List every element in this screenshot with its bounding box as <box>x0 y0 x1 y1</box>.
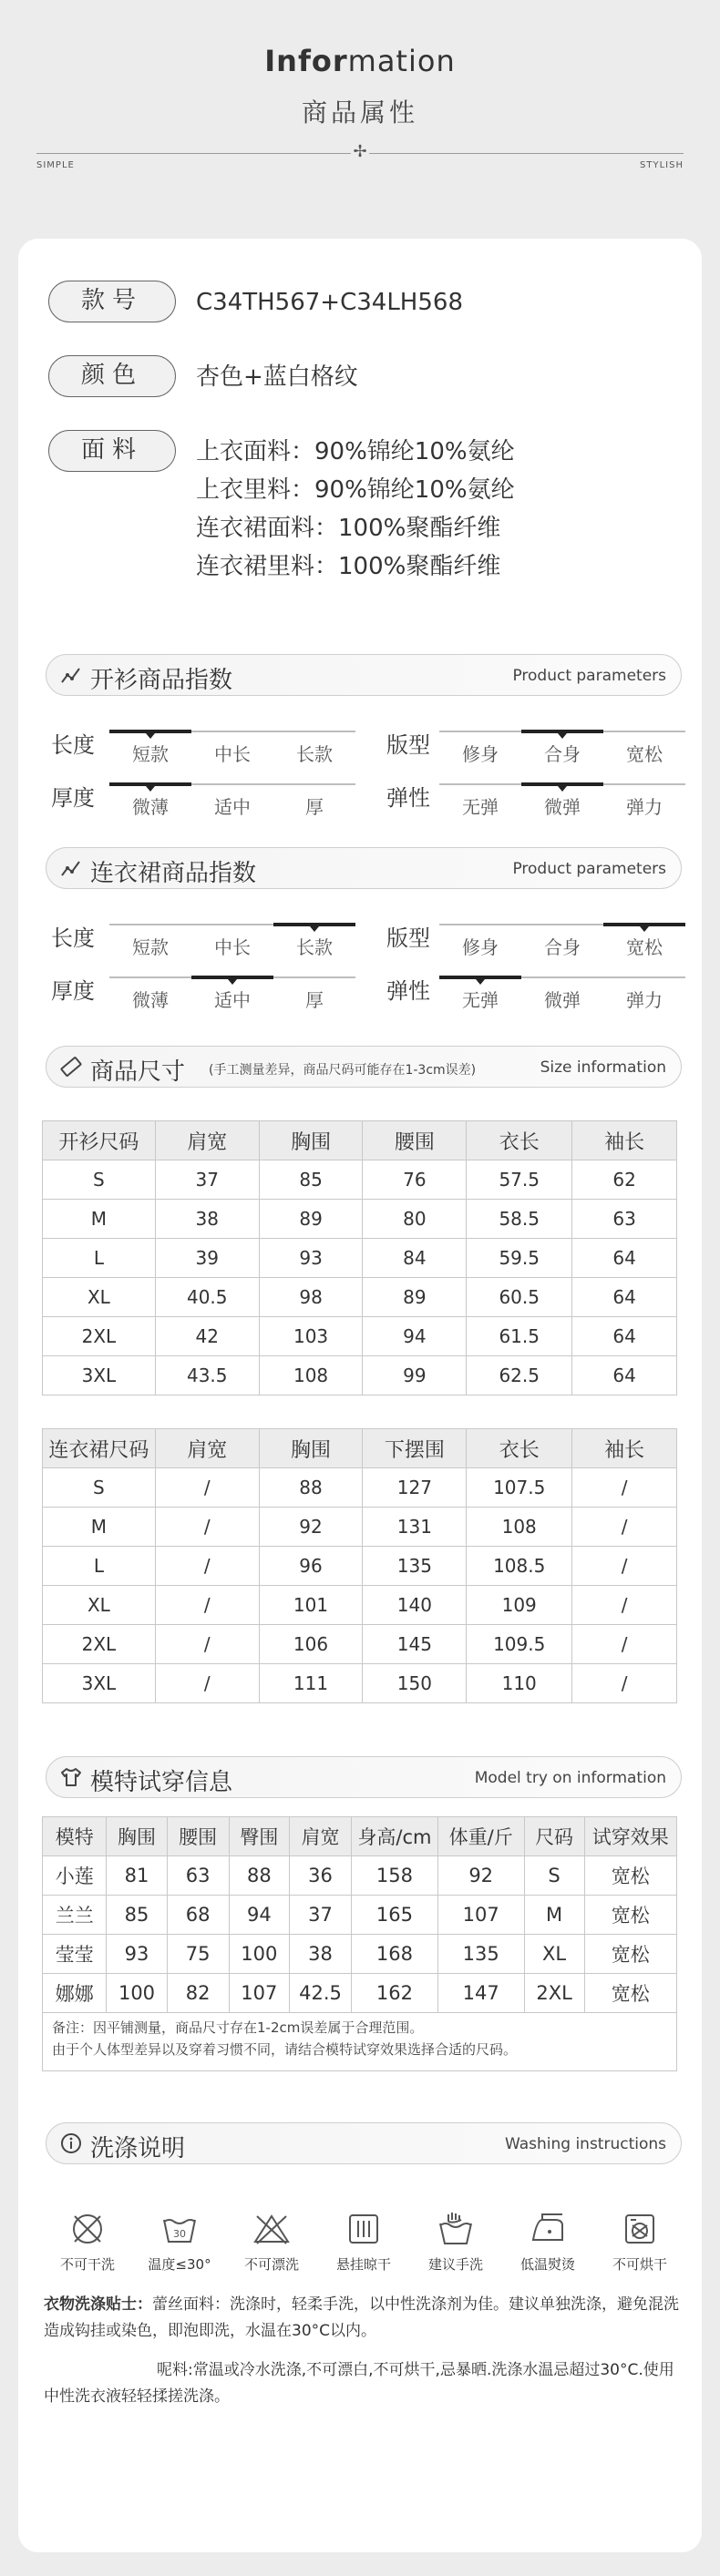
table-cell: 109 <box>467 1586 572 1625</box>
index-label: 长度 <box>51 925 95 951</box>
table-cell: M <box>43 1200 156 1239</box>
cardigan-index-header <box>46 654 682 696</box>
table-row <box>43 1468 677 1508</box>
index-label: 弹性 <box>386 978 430 1004</box>
table-cell: 宽松 <box>584 1856 676 1896</box>
style-number-label: 款号 <box>48 281 176 322</box>
color-label: 颜色 <box>48 355 176 397</box>
table-cell: 150 <box>363 1664 467 1703</box>
section-title: 商品尺寸 <box>90 1058 186 1086</box>
table-cell: 131 <box>363 1508 467 1547</box>
model-table <box>42 1816 677 2013</box>
index-option: 微薄 <box>132 796 169 818</box>
index-option: 微弹 <box>544 989 581 1011</box>
wash-label: 不可漂洗 <box>243 2256 299 2273</box>
table-header-cell: 连衣裙尺码 <box>43 1429 156 1468</box>
index-label: 版型 <box>386 925 430 951</box>
index-option: 修身 <box>462 743 499 765</box>
table-header-cell: 腰围 <box>167 1817 229 1856</box>
table-cell: 85 <box>259 1160 363 1200</box>
table-row <box>43 1896 677 1935</box>
care-title: 衣物洗涤贴士： <box>44 2295 152 2314</box>
table-row <box>43 1935 677 1974</box>
table-cell: 108.5 <box>467 1547 572 1586</box>
wash-item <box>502 2209 593 2274</box>
table-cell: XL <box>524 1935 584 1974</box>
wash-label: 建议手洗 <box>427 2256 483 2273</box>
index-marker <box>310 926 319 932</box>
dress-size-table <box>42 1428 677 1703</box>
table-cell: 60.5 <box>467 1278 572 1317</box>
table-cell: 96 <box>259 1547 363 1586</box>
table-cell: 107 <box>229 1974 289 2013</box>
table-cell: 57.5 <box>467 1160 572 1200</box>
svg-text:30: 30 <box>173 2228 186 2240</box>
table-row <box>43 1508 677 1547</box>
table-cell: / <box>155 1508 259 1547</box>
index-marker <box>558 733 567 739</box>
wash-label: 低温熨烫 <box>519 2256 575 2273</box>
fabric-line: 连衣裙面料：100%聚酯纤维 <box>196 515 501 542</box>
table-header-cell: 肩宽 <box>289 1817 351 1856</box>
table-cell: 103 <box>259 1317 363 1356</box>
index-option: 短款 <box>132 743 169 765</box>
care-line: 蕾丝面料：洗涤时，轻柔手洗，以中性洗涤剂为佳。建议单独洗涤，避免混洗造成钩挂或染色，即泡即洗，水温在30°C以内。 <box>44 2295 679 2340</box>
page-title: Information <box>264 44 456 78</box>
table-cell: 168 <box>352 1935 438 1974</box>
table-cell: 36 <box>289 1856 351 1896</box>
table-cell: 109.5 <box>467 1625 572 1664</box>
header-right-tag: STYLISH <box>640 160 684 170</box>
table-cell: 108 <box>259 1356 363 1395</box>
table-cell: 88 <box>229 1856 289 1896</box>
color-value: 杏色+蓝白格纹 <box>196 363 358 391</box>
table-cell: 58.5 <box>467 1200 572 1239</box>
dress-index-header <box>46 847 682 889</box>
table-cell: 37 <box>155 1160 259 1200</box>
table-cell: 62.5 <box>467 1356 572 1395</box>
page-subtitle: 商品属性 <box>301 97 418 128</box>
index-marker <box>558 786 567 792</box>
table-header-cell: 模特 <box>43 1817 107 1856</box>
low-iron-icon <box>528 2209 568 2249</box>
table-cell: 2XL <box>43 1317 156 1356</box>
wash-item <box>226 2209 317 2274</box>
wash-item <box>42 2209 133 2274</box>
table-cell: 84 <box>363 1239 467 1278</box>
table-header-cell: 体重/斤 <box>437 1817 524 1856</box>
table-cell: 宽松 <box>584 1935 676 1974</box>
table-cell: 68 <box>167 1896 229 1935</box>
table-cell: 64 <box>572 1239 677 1278</box>
table-cell: 89 <box>363 1278 467 1317</box>
no-dryclean-icon <box>67 2209 108 2249</box>
table-cell: / <box>572 1625 677 1664</box>
table-cell: 42 <box>155 1317 259 1356</box>
trend-icon <box>59 856 83 880</box>
table-cell: 135 <box>437 1935 524 1974</box>
table-cell: 92 <box>437 1856 524 1896</box>
table-cell: 宽松 <box>584 1974 676 2013</box>
table-header-cell: 衣长 <box>467 1429 572 1468</box>
table-row <box>43 1278 677 1317</box>
table-cell: 92 <box>259 1508 363 1547</box>
fabric-label: 面料 <box>48 430 176 472</box>
table-cell: 64 <box>572 1356 677 1395</box>
wash-header <box>46 2122 682 2164</box>
table-cell: 莹莹 <box>43 1935 107 1974</box>
table-header-cell: 肩宽 <box>155 1121 259 1160</box>
table-cell: 63 <box>167 1856 229 1896</box>
table-header-cell: 开衫尺码 <box>43 1121 156 1160</box>
wash-item <box>318 2209 409 2274</box>
table-cell: 小莲 <box>43 1856 107 1896</box>
fabric-line: 上衣面料：90%锦纶10%氨纶 <box>196 438 515 465</box>
table-cell: XL <box>43 1278 156 1317</box>
table-row <box>43 1974 677 2013</box>
table-cell: 81 <box>107 1856 167 1896</box>
table-cell: S <box>43 1468 156 1508</box>
index-option: 中长 <box>214 936 251 958</box>
index-label: 长度 <box>51 732 95 758</box>
table-header-cell: 衣长 <box>467 1121 572 1160</box>
header-left-tag: SIMPLE <box>36 160 75 170</box>
table-cell: 3XL <box>43 1356 156 1395</box>
table-cell: 145 <box>363 1625 467 1664</box>
table-cell: 111 <box>259 1664 363 1703</box>
section-en-title: Product parameters <box>512 667 666 685</box>
table-cell: / <box>155 1664 259 1703</box>
table-header-row <box>43 1817 677 1856</box>
table-cell: L <box>43 1547 156 1586</box>
care-tip <box>44 2292 682 2345</box>
model-header <box>46 1756 682 1798</box>
index-marker <box>228 979 237 985</box>
wash-item <box>134 2209 225 2274</box>
table-cell: 85 <box>107 1896 167 1935</box>
index-option: 中长 <box>214 743 251 765</box>
table-row <box>43 1625 677 1664</box>
index-option: 厚 <box>305 796 324 818</box>
index-marker <box>476 979 485 985</box>
table-row <box>43 1547 677 1586</box>
index-option: 微弹 <box>544 796 581 818</box>
table-cell: 42.5 <box>289 1974 351 2013</box>
section-en-title: Product parameters <box>512 860 666 878</box>
table-cell: 82 <box>167 1974 229 2013</box>
crosshair-icon: ✢ <box>351 143 369 161</box>
table-cell: 63 <box>572 1200 677 1239</box>
wash-label: 悬挂晾干 <box>335 2256 391 2273</box>
index-option: 弹力 <box>626 989 663 1011</box>
table-row <box>43 1200 677 1239</box>
hang-dry-icon <box>344 2209 384 2249</box>
table-cell: 127 <box>363 1468 467 1508</box>
table-row <box>43 1160 677 1200</box>
table-cell: 94 <box>229 1896 289 1935</box>
trend-icon <box>59 663 83 687</box>
table-cell: XL <box>43 1586 156 1625</box>
section-title: 洗涤说明 <box>90 2135 186 2162</box>
wash-label: 温度≤30° <box>148 2256 211 2273</box>
index-label: 版型 <box>386 732 430 758</box>
table-header-row <box>43 1121 677 1160</box>
table-cell: 107 <box>437 1896 524 1935</box>
table-cell: / <box>572 1508 677 1547</box>
table-cell: / <box>155 1468 259 1508</box>
table-cell: 88 <box>259 1468 363 1508</box>
index-marker <box>640 926 649 932</box>
index-option: 无弹 <box>462 796 499 818</box>
section-title: 开衫商品指数 <box>90 667 233 694</box>
table-cell: 140 <box>363 1586 467 1625</box>
table-header-cell: 尺码 <box>524 1817 584 1856</box>
content-card <box>18 239 702 2552</box>
table-cell: 158 <box>352 1856 438 1896</box>
index-option: 宽松 <box>626 743 663 765</box>
index-option: 修身 <box>462 936 499 958</box>
index-marker <box>146 786 155 792</box>
section-title: 模特试穿信息 <box>90 1769 233 1796</box>
index-option: 短款 <box>132 936 169 958</box>
table-row <box>43 1317 677 1356</box>
table-cell: 75 <box>167 1935 229 1974</box>
model-note <box>42 2011 677 2071</box>
table-cell: 100 <box>107 1974 167 2013</box>
table-cell: 99 <box>363 1356 467 1395</box>
index-option: 适中 <box>214 796 251 818</box>
table-header-cell: 腰围 <box>363 1121 467 1160</box>
table-cell: 147 <box>437 1974 524 2013</box>
info-icon <box>59 2131 83 2155</box>
table-cell: 兰兰 <box>43 1896 107 1935</box>
table-cell: 98 <box>259 1278 363 1317</box>
section-en-title: Size information <box>540 1058 666 1077</box>
table-header-cell: 肩宽 <box>155 1429 259 1468</box>
table-header-cell: 胸围 <box>259 1429 363 1468</box>
table-row <box>43 1356 677 1395</box>
table-cell: / <box>155 1586 259 1625</box>
table-cell: / <box>572 1547 677 1586</box>
index-label: 弹性 <box>386 785 430 811</box>
table-cell: 110 <box>467 1664 572 1703</box>
table-row <box>43 1664 677 1703</box>
table-cell: 38 <box>289 1935 351 1974</box>
style-number-value: C34TH567+C34LH568 <box>196 289 463 316</box>
index-option: 合身 <box>544 743 581 765</box>
table-cell: 100 <box>229 1935 289 1974</box>
index-option: 厚 <box>305 989 324 1011</box>
table-cell: 宽松 <box>584 1896 676 1935</box>
table-header-cell: 下摆围 <box>363 1429 467 1468</box>
table-cell: S <box>524 1856 584 1896</box>
table-cell: 162 <box>352 1974 438 2013</box>
table-cell: 64 <box>572 1278 677 1317</box>
fabric-line: 上衣里料：90%锦纶10%氨纶 <box>196 476 515 504</box>
cardigan-size-table <box>42 1120 677 1395</box>
table-cell: 64 <box>572 1317 677 1356</box>
table-cell: / <box>155 1547 259 1586</box>
table-header-cell: 袖长 <box>572 1121 677 1160</box>
table-cell: 59.5 <box>467 1239 572 1278</box>
note-line: 备注：因平铺测量，商品尺寸存在1-2cm误差属于合理范围。 <box>52 2019 424 2036</box>
table-cell: 94 <box>363 1317 467 1356</box>
table-cell: 39 <box>155 1239 259 1278</box>
no-bleach-icon <box>252 2209 292 2249</box>
table-header-cell: 胸围 <box>107 1817 167 1856</box>
ruler-icon <box>59 1055 83 1078</box>
section-en-title: Washing instructions <box>504 2135 666 2153</box>
table-header-cell: 试穿效果 <box>584 1817 676 1856</box>
table-cell: / <box>572 1664 677 1703</box>
index-option: 适中 <box>214 989 251 1011</box>
table-cell: 89 <box>259 1200 363 1239</box>
size-header <box>46 1046 682 1088</box>
index-option: 无弹 <box>462 989 499 1011</box>
table-cell: L <box>43 1239 156 1278</box>
table-row <box>43 1586 677 1625</box>
table-cell: 43.5 <box>155 1356 259 1395</box>
index-option: 长款 <box>296 936 333 958</box>
hand-wash-icon <box>436 2209 476 2249</box>
table-header-cell: 胸围 <box>259 1121 363 1160</box>
fabric-line: 连衣裙里料：100%聚酯纤维 <box>196 553 501 580</box>
table-header-cell: 臀围 <box>229 1817 289 1856</box>
table-cell: 3XL <box>43 1664 156 1703</box>
table-cell: 38 <box>155 1200 259 1239</box>
table-cell: M <box>524 1896 584 1935</box>
index-label: 厚度 <box>51 785 95 811</box>
care-tip-2: 呢料:常温或冷水洗涤,不可漂白,不可烘干,忌暴晒.洗涤水温忌超过30°C.使用中性洗衣液轻轻揉搓洗涤。 <box>44 2361 674 2406</box>
table-header-cell: 身高/cm <box>352 1817 438 1856</box>
section-en-title: Model try on information <box>474 1769 666 1787</box>
table-row <box>43 1239 677 1278</box>
table-cell: / <box>572 1586 677 1625</box>
index-option: 弹力 <box>626 796 663 818</box>
table-cell: 107.5 <box>467 1468 572 1508</box>
table-cell: 娜娜 <box>43 1974 107 2013</box>
index-label: 厚度 <box>51 978 95 1004</box>
wash-label: 不可干洗 <box>59 2256 115 2273</box>
table-cell: 101 <box>259 1586 363 1625</box>
table-cell: 108 <box>467 1508 572 1547</box>
wash-item <box>594 2209 685 2274</box>
table-cell: S <box>43 1160 156 1200</box>
table-cell: 93 <box>259 1239 363 1278</box>
shirt-icon <box>59 1765 83 1789</box>
table-cell: 40.5 <box>155 1278 259 1317</box>
table-cell: / <box>155 1625 259 1664</box>
table-cell: 37 <box>289 1896 351 1935</box>
index-option: 宽松 <box>626 936 663 958</box>
table-cell: 62 <box>572 1160 677 1200</box>
note-line: 由于个人体型差异以及穿着习惯不同，请结合模特试穿效果选择合适的尺码。 <box>52 2041 518 2058</box>
index-marker <box>146 733 155 739</box>
table-header-cell: 袖长 <box>572 1429 677 1468</box>
table-cell: 135 <box>363 1547 467 1586</box>
table-cell: 2XL <box>524 1974 584 2013</box>
table-header-row <box>43 1429 677 1468</box>
table-cell: 61.5 <box>467 1317 572 1356</box>
table-cell: M <box>43 1508 156 1547</box>
wash-30-icon <box>159 2209 200 2249</box>
index-option: 微薄 <box>132 989 169 1011</box>
section-title: 连衣裙商品指数 <box>90 860 257 887</box>
table-row <box>43 1856 677 1896</box>
table-cell: 80 <box>363 1200 467 1239</box>
table-cell: 106 <box>259 1625 363 1664</box>
size-note: (手工测量差异，商品尺码可能存在1-3cm误差) <box>209 1063 477 1078</box>
index-option: 合身 <box>544 936 581 958</box>
no-tumble-dry-icon <box>620 2209 660 2249</box>
table-cell: 2XL <box>43 1625 156 1664</box>
table-cell: 165 <box>352 1896 438 1935</box>
table-cell: / <box>572 1468 677 1508</box>
table-cell: 93 <box>107 1935 167 1974</box>
index-option: 长款 <box>296 743 333 765</box>
table-cell: 76 <box>363 1160 467 1200</box>
wash-item <box>410 2209 501 2274</box>
wash-label: 不可烘干 <box>612 2256 667 2273</box>
